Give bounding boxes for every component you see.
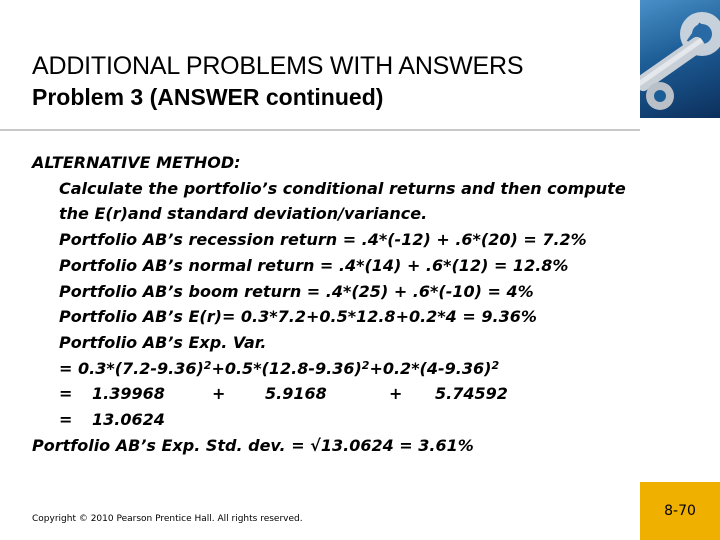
boom-return-line: Portfolio AB’s boom return = .4*(25) + .6*(-10) = 4% (59, 281, 534, 301)
variance-exponent-3: 2 (491, 358, 500, 372)
variance-terms-equals: = (59, 384, 73, 404)
variance-exponent-2: 2 (361, 358, 370, 372)
std-dev-line: Portfolio AB’s Exp. Std. dev. = √13.0624 = 3.61% (32, 435, 474, 455)
expected-return-line: Portfolio AB’s E(r)= 0.3*7.2+0.5*12.8+0.2*4 = 9.36% (59, 307, 537, 327)
normal-return-line: Portfolio AB’s normal return = .4*(14) + .6*(12) = 12.8% (59, 255, 569, 275)
slide-subtitle: Problem 3 (ANSWER continued) (32, 84, 384, 110)
variance-formula-part3: +0.2*(4-9.36) (369, 358, 492, 378)
variance-exponent-1: 2 (203, 358, 212, 372)
recession-return-line: Portfolio AB’s recession return = .4*(-12) + .6*(20) = 7.2% (59, 230, 587, 250)
variance-term-2: 5.9168 (265, 384, 327, 404)
variance-term-1: 1.39968 (92, 384, 165, 404)
slide-title: ADDITIONAL PROBLEMS WITH ANSWERS (32, 52, 524, 80)
variance-total-value: 13.0624 (92, 410, 165, 430)
slide-body (32, 150, 702, 458)
variance-plus-1: + (212, 384, 226, 404)
variance-terms-line (32, 381, 702, 407)
copyright-notice: Copyright © 2010 Pearson Prentice Hall. All rights reserved. (32, 514, 303, 524)
variance-total-equals: = (59, 410, 73, 430)
variance-term-3: 5.74592 (435, 384, 508, 404)
variance-plus-2: + (389, 384, 403, 404)
exp-var-label: Portfolio AB’s Exp. Var. (59, 332, 267, 352)
variance-total-line (32, 407, 702, 433)
variance-formula-line (32, 356, 702, 382)
wrench-icon (640, 0, 720, 118)
intro-line-1: Calculate the portfolio’s conditional returns and then compute (59, 178, 626, 198)
variance-formula-part1: = 0.3*(7.2-9.36) (59, 358, 204, 378)
variance-formula-part2: +0.5*(12.8-9.36) (211, 358, 362, 378)
header-divider (0, 129, 640, 131)
method-heading: ALTERNATIVE METHOD: (32, 153, 241, 172)
intro-line-2: the E(r)and standard deviation/variance. (59, 204, 428, 224)
page-number-badge: 8-70 (640, 482, 720, 540)
